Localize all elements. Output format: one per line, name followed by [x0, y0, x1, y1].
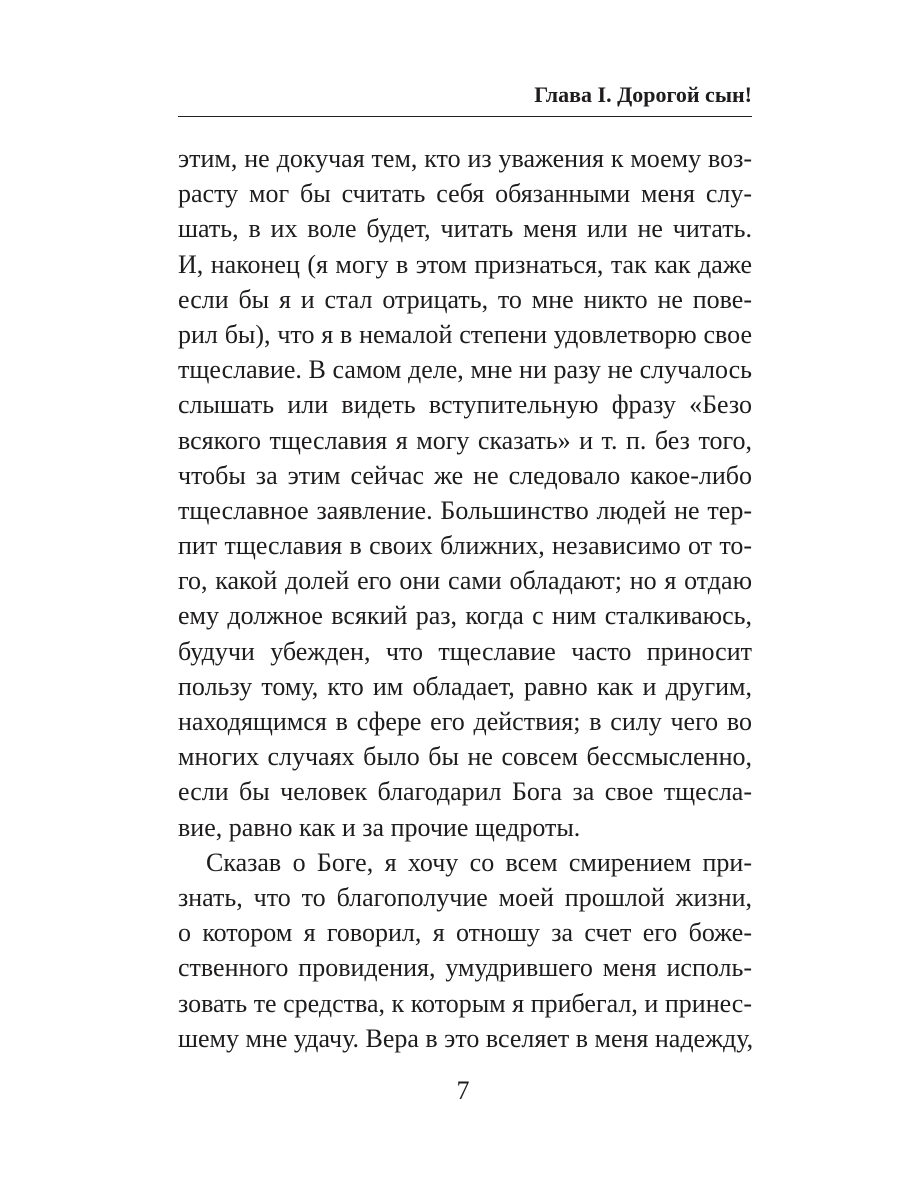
text-line: этим, не докучая тем, кто из уважения к моему воз-: [178, 144, 752, 173]
text-line: зовать те средства, к которым я прибегал, и принес-: [178, 988, 752, 1018]
text-line: о котором я говорил, я отношу за счет его боже-: [178, 918, 752, 948]
text-line: ственного провидения, умудрившего меня исполь-: [178, 953, 752, 983]
text-line: вие, равно как и за прочие щедроты.: [178, 812, 581, 842]
text-line: знать, что то благополучие моей прошлой жизни,: [178, 882, 752, 912]
text-line: слышать или видеть вступительную фразу «Безо: [178, 390, 752, 420]
text-line: Сказав о Боге, я хочу со всем смирением при-: [206, 847, 752, 877]
running-header: Глава I. Дорогой сын!: [534, 82, 752, 107]
text-line: И, наконец (я могу в этом признаться, так как даже: [178, 249, 752, 279]
text-line: шему мне удачу. Вера в это вселяет в меня надежду,: [178, 1023, 754, 1053]
text-line: многих случаях было бы не совсем бессмысленно,: [178, 742, 752, 772]
body-text: [178, 141, 752, 1056]
text-line: всякого тщеславия я могу сказать» и т. п. без того,: [178, 425, 752, 455]
text-line: пит тщеславия в своих ближних, независимо от то-: [178, 531, 752, 561]
text-line: ему должное всякий раз, когда с ним сталкиваюсь,: [178, 601, 752, 631]
text-line: расту мог бы считать себя обязанными меня слу-: [178, 179, 752, 209]
text-line: находящимся в сфере его действия; в силу чего во: [178, 707, 752, 736]
header-rule: [178, 116, 752, 117]
text-line: будучи убежден, что тщеславие часто приносит: [178, 636, 752, 666]
text-line: пользу тому, кто им обладает, равно как и другим,: [178, 671, 752, 701]
page-number: 7: [456, 1076, 470, 1105]
text-line: если бы я и стал отрицать, то мне никто не пове-: [178, 284, 752, 314]
text-line: го, какой долей его они сами обладают; но я отдаю: [178, 566, 752, 596]
text-line: если бы человек благодарил Бога за свое тщесла-: [178, 777, 752, 807]
text-line: тщеславное заявление. Большинство людей не тер-: [178, 495, 752, 525]
text-line: рил бы), что я в немалой степени удовлетворю свое: [178, 319, 752, 349]
text-line: шать, в их воле будет, читать меня или не читать.: [178, 214, 752, 244]
text-line: чтобы за этим сейчас же не следовало какое-либо: [178, 460, 752, 490]
text-line: тщеславие. В самом деле, мне ни разу не случалось: [178, 355, 752, 385]
